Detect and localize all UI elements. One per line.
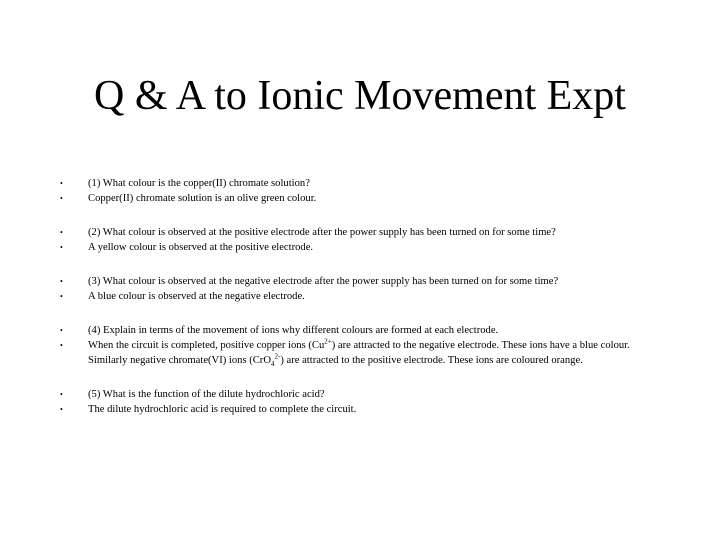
- bullet-icon: •: [60, 228, 63, 237]
- answer-line: [60, 338, 660, 368]
- question-line: [60, 225, 660, 240]
- answer-text-part: When the circuit is completed, positive copper ions (Cu: [88, 340, 325, 351]
- charge-superscript: 2+: [324, 337, 332, 346]
- answer-text-part: ) are attracted to the negative electrode. These ions have a blue colour. Similarly negative chromate(VI) ions (CrO: [88, 340, 630, 366]
- question-text: (4) Explain in terms of the movement of ions why different colours are formed at each electrode.: [88, 325, 499, 336]
- answer-line: [60, 402, 660, 417]
- question-line: [60, 274, 660, 289]
- answer-text: A blue colour is observed at the negative electrode.: [88, 291, 305, 302]
- qa-item-3: [60, 274, 660, 304]
- answer-text: A yellow colour is observed at the positive electrode.: [88, 242, 314, 253]
- charge-superscript: 2-: [274, 352, 281, 361]
- answer-text: The dilute hydrochloric acid is required to complete the circuit.: [88, 404, 357, 415]
- question-text: (1) What colour is the copper(II) chromate solution?: [88, 178, 310, 189]
- answer-line: [60, 289, 660, 304]
- question-text: (3) What colour is observed at the negative electrode after the power supply has been turned on for some time?: [88, 276, 559, 287]
- answer-line: [60, 240, 660, 255]
- bullet-icon: •: [60, 179, 63, 188]
- bullet-icon: •: [60, 405, 63, 414]
- qa-item-4: [60, 323, 660, 368]
- question-line: [60, 176, 660, 191]
- answer-text-part: ) are attracted to the positive electrode. These ions are coloured orange.: [280, 355, 583, 366]
- question-line: [60, 387, 660, 402]
- bullet-icon: •: [60, 277, 63, 286]
- question-line: [60, 323, 660, 338]
- answer-text: [88, 338, 660, 368]
- answer-line: [60, 191, 660, 206]
- bullet-icon: •: [60, 390, 63, 399]
- qa-item-5: [60, 387, 660, 417]
- question-text: (5) What is the function of the dilute hydrochloric acid?: [88, 389, 325, 400]
- qa-item-2: [60, 225, 660, 255]
- qa-list: [60, 176, 660, 417]
- bullet-icon: •: [60, 243, 63, 252]
- bullet-icon: •: [60, 194, 63, 203]
- formula-subscript: 4: [271, 360, 275, 369]
- bullet-icon: •: [60, 341, 63, 350]
- bullet-icon: •: [60, 326, 63, 335]
- answer-text: Copper(II) chromate solution is an olive green colour.: [88, 193, 317, 204]
- slide-title: Q & A to Ionic Movement Expt: [94, 73, 626, 119]
- qa-item-1: [60, 176, 660, 206]
- question-text: (2) What colour is observed at the positive electrode after the power supply has been turned on for some time?: [88, 227, 556, 238]
- bullet-icon: •: [60, 292, 63, 301]
